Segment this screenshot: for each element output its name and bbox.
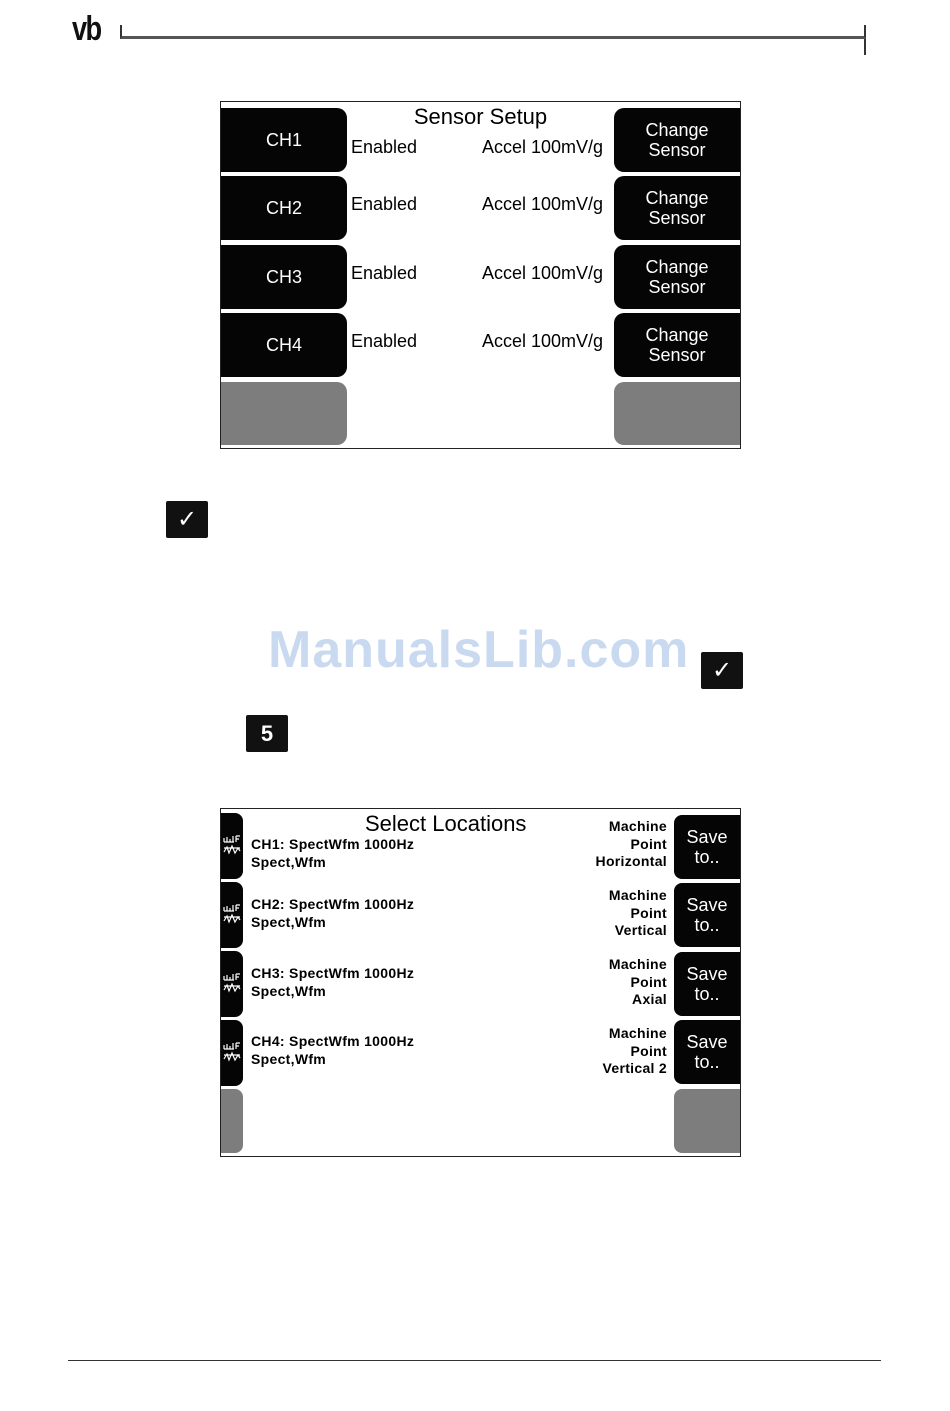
ch2-status: Enabled — [351, 194, 418, 214]
location-direction: Vertical 2 — [602, 1060, 667, 1076]
header-rule — [120, 25, 866, 39]
ch2-sensor: Accel 100mV/g — [482, 194, 604, 214]
location-point: Point — [630, 973, 667, 990]
ch2-key[interactable]: CH2 — [221, 176, 347, 240]
ch1-config-line1: CH1: SpectWfm 1000Hz — [251, 836, 415, 852]
right-blank-key[interactable] — [614, 382, 740, 445]
location-direction: Horizontal — [595, 853, 667, 869]
location-point: Point — [630, 835, 667, 852]
location-direction: Vertical — [614, 922, 667, 938]
ch4-key[interactable]: CH4 — [221, 313, 347, 377]
location-machine: Machine — [608, 1025, 667, 1041]
spectrum-waveform-icon[interactable] — [221, 882, 243, 948]
save-to-button[interactable]: Save to.. — [674, 815, 740, 879]
check-key-icon: ✓ — [166, 501, 208, 538]
ch2-config-line2: Spect,Wfm — [251, 914, 327, 930]
select-locations-screen — [220, 808, 741, 1157]
ch2-config — [251, 895, 414, 931]
screen-title: Sensor Setup — [413, 104, 548, 129]
spectrum-waveform-icon[interactable] — [221, 1020, 243, 1086]
location-direction: Axial — [632, 991, 667, 1007]
sensor-setup-screen — [220, 101, 741, 449]
ch1-location — [596, 818, 667, 871]
left-blank-key[interactable] — [221, 1089, 243, 1153]
location-machine: Machine — [608, 818, 667, 834]
change-sensor-button[interactable]: Change Sensor — [614, 176, 740, 240]
ch3-status: Enabled — [351, 263, 418, 283]
ch4-config-line1: CH4: SpectWfm 1000Hz — [251, 1033, 415, 1049]
ch2-config-line1: CH2: SpectWfm 1000Hz — [251, 896, 415, 912]
vb-logo: vb — [72, 10, 101, 48]
ch1-key[interactable]: CH1 — [221, 108, 347, 172]
screen-title: Select Locations — [365, 811, 527, 836]
check-key-icon: ✓ — [701, 652, 743, 689]
location-point: Point — [630, 904, 667, 921]
ch1-config-line2: Spect,Wfm — [251, 854, 327, 870]
ch4-config — [251, 1032, 414, 1068]
ch3-location — [609, 956, 667, 1009]
ch1-config — [251, 835, 414, 871]
ch3-config-line2: Spect,Wfm — [251, 983, 327, 999]
spectrum-waveform-icon[interactable] — [221, 951, 243, 1017]
five-key-icon: 5 — [246, 715, 288, 752]
location-machine: Machine — [608, 956, 667, 972]
save-to-button[interactable]: Save to.. — [674, 1020, 740, 1084]
change-sensor-button[interactable]: Change Sensor — [614, 108, 740, 172]
ch3-config-line1: CH3: SpectWfm 1000Hz — [251, 965, 415, 981]
save-to-button[interactable]: Save to.. — [674, 952, 740, 1016]
left-blank-key[interactable] — [221, 382, 347, 445]
watermark: ManualsLib.com — [268, 621, 690, 679]
ch4-config-line2: Spect,Wfm — [251, 1051, 327, 1067]
ch3-key[interactable]: CH3 — [221, 245, 347, 309]
ch3-sensor: Accel 100mV/g — [482, 263, 604, 283]
ch4-sensor: Accel 100mV/g — [482, 331, 604, 351]
ch1-sensor: Accel 100mV/g — [482, 137, 604, 157]
ch1-status: Enabled — [351, 137, 418, 157]
spectrum-waveform-icon[interactable] — [221, 813, 243, 879]
save-to-button[interactable]: Save to.. — [674, 883, 740, 947]
ch3-config — [251, 964, 414, 1000]
location-machine: Machine — [608, 887, 667, 903]
change-sensor-button[interactable]: Change Sensor — [614, 313, 740, 377]
location-point: Point — [630, 1042, 667, 1059]
footer-rule — [68, 1360, 881, 1361]
change-sensor-button[interactable]: Change Sensor — [614, 245, 740, 309]
ch2-location — [609, 887, 667, 940]
right-blank-key[interactable] — [674, 1089, 740, 1153]
ch4-status: Enabled — [351, 331, 418, 351]
ch4-location — [603, 1025, 668, 1078]
